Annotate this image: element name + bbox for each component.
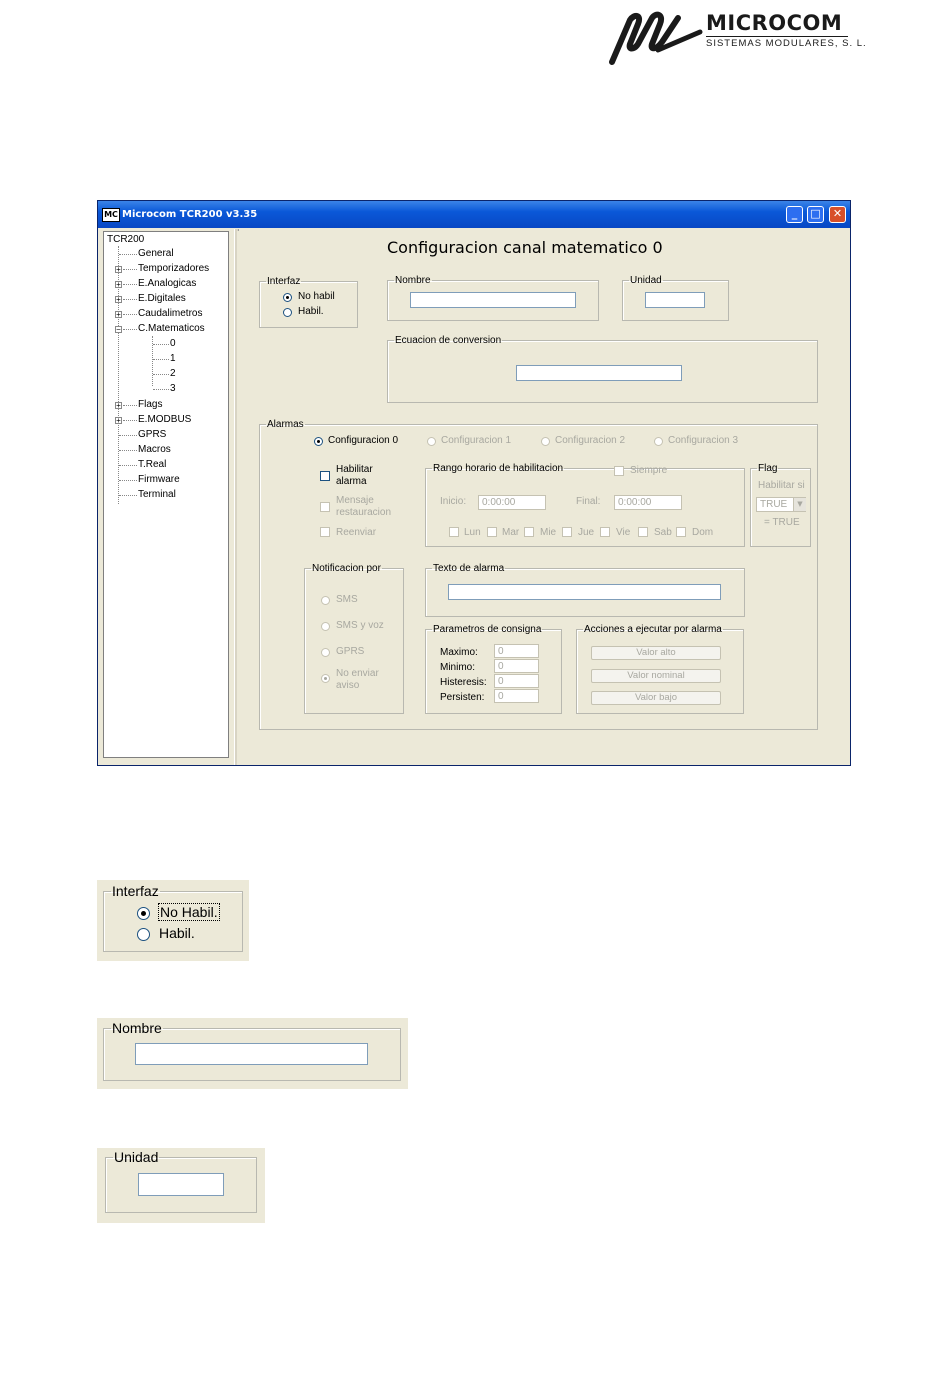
window-title: Microcom TCR200 v3.35	[122, 209, 258, 220]
tree-item-e-digitales[interactable]: E.Digitales	[138, 293, 186, 304]
tree-item-temporizadores[interactable]: Temporizadores	[138, 263, 210, 274]
tree-root[interactable]: TCR200	[107, 234, 145, 245]
habilitar-si-label: Habilitar si	[758, 480, 805, 491]
ecuacion-input[interactable]	[516, 365, 682, 381]
rango-legend: Rango horario de habilitacion	[433, 463, 564, 474]
inset-nombre	[97, 1018, 408, 1089]
day-jue-label: Jue	[578, 527, 595, 538]
tree-item-general[interactable]: General	[138, 248, 174, 259]
flag-select[interactable]: TRUE	[756, 497, 806, 512]
microcom-mu-mark	[608, 10, 704, 66]
radio-configuracion-3[interactable]	[654, 437, 663, 446]
notificacion-legend: Notificacion por	[312, 563, 381, 574]
radio-configuracion-1[interactable]	[427, 437, 436, 446]
radio-configuracion-0[interactable]	[314, 437, 323, 446]
valor-nominal-button[interactable]: Valor nominal	[591, 669, 721, 683]
expand-icon[interactable]: +	[116, 401, 121, 410]
tree-item-c-matematicos[interactable]: C.Matematicos	[138, 323, 205, 334]
nombre-legend: Nombre	[395, 275, 431, 286]
minimo-input[interactable]: 0	[494, 659, 539, 673]
app-window	[97, 200, 851, 766]
day-vie-checkbox[interactable]	[600, 527, 610, 537]
tree-item-e-modbus[interactable]: E.MODBUS	[138, 414, 192, 425]
radio-habil[interactable]	[283, 308, 292, 317]
valor-bajo-button[interactable]: Valor bajo	[591, 691, 721, 705]
inicio-time-input[interactable]: 0:00:00	[478, 495, 546, 510]
configuracion-1-label: Configuracion 1	[441, 435, 512, 446]
texto-alarma-legend: Texto de alarma	[433, 563, 505, 574]
inset-unidad-legend: Unidad	[114, 1149, 159, 1165]
maximize-button[interactable]: □	[807, 206, 824, 223]
radio-gprs[interactable]	[321, 648, 330, 657]
expand-icon[interactable]: +	[116, 416, 121, 425]
flag-equals-label: = TRUE	[764, 517, 800, 528]
panel-title: Configuracion canal matematico 0	[387, 238, 663, 257]
config-panel	[237, 231, 849, 765]
histeresis-input[interactable]: 0	[494, 674, 539, 688]
inset-unidad-input[interactable]	[138, 1173, 224, 1196]
tree-item-gprs[interactable]: GPRS	[138, 429, 167, 440]
siempre-checkbox[interactable]	[614, 466, 624, 476]
close-button[interactable]: ✕	[829, 206, 846, 223]
maximo-input[interactable]: 0	[494, 644, 539, 658]
tree-item-flags[interactable]: Flags	[138, 399, 163, 410]
radio-no-habil-label: No habil	[298, 291, 335, 302]
tree-item-terminal[interactable]: Terminal	[138, 489, 176, 500]
microcom-logo	[608, 10, 867, 66]
day-jue-checkbox[interactable]	[562, 527, 572, 537]
day-mar-label: Mar	[502, 527, 520, 538]
mensaje-restauracion-label-2: restauracion	[336, 507, 392, 518]
siempre-label: Siempre	[630, 465, 668, 476]
tree-child-0[interactable]: 0	[170, 338, 176, 349]
title-bar[interactable]	[98, 201, 850, 228]
tree-item-t-real[interactable]: T.Real	[138, 459, 167, 470]
minimo-label: Minimo:	[440, 662, 476, 673]
chevron-down-icon[interactable]: ▼	[793, 498, 806, 511]
habilitar-alarma-label-1: Habilitar	[336, 464, 373, 475]
final-label: Final:	[576, 496, 601, 507]
radio-sms-y-voz[interactable]	[321, 622, 330, 631]
valor-alto-button[interactable]: Valor alto	[591, 646, 721, 660]
histeresis-label: Histeresis:	[440, 677, 487, 688]
radio-no-enviar-aviso[interactable]	[321, 674, 330, 683]
no-enviar-label-2: aviso	[336, 680, 360, 691]
inset-unidad	[97, 1148, 265, 1223]
day-mie-label: Mie	[540, 527, 557, 538]
unidad-input[interactable]	[645, 292, 705, 308]
alarmas-legend: Alarmas	[267, 419, 304, 430]
radio-no-habil[interactable]	[283, 293, 292, 302]
consigna-legend: Parametros de consigna	[433, 624, 542, 635]
radio-habil-label: Habil.	[298, 306, 324, 317]
expand-icon[interactable]: +	[116, 310, 121, 319]
mensaje-restauracion-label-1: Mensaje	[336, 495, 374, 506]
interfaz-legend: Interfaz	[267, 276, 301, 287]
tree-item-caudalimetros[interactable]: Caudalimetros	[138, 308, 203, 319]
expand-icon[interactable]: +	[116, 280, 121, 289]
day-mar-checkbox[interactable]	[487, 527, 497, 537]
radio-configuracion-2[interactable]	[541, 437, 550, 446]
maximo-label: Maximo:	[440, 647, 478, 658]
radio-sms[interactable]	[321, 596, 330, 605]
reenviar-label: Reenviar	[336, 527, 377, 538]
brand-name: MICROCOM	[706, 11, 843, 35]
tree-child-1[interactable]: 1	[170, 353, 176, 364]
habilitar-alarma-checkbox[interactable]	[320, 471, 330, 481]
day-lun-checkbox[interactable]	[449, 527, 459, 537]
mensaje-restauracion-checkbox[interactable]	[320, 502, 330, 512]
ecuacion-legend: Ecuacion de conversion	[395, 335, 502, 346]
gprs-label: GPRS	[336, 646, 365, 657]
inset-radio-habil[interactable]	[137, 928, 150, 941]
flag-legend: Flag	[758, 463, 778, 474]
habilitar-alarma-label-2: alarma	[336, 476, 367, 487]
brand-subtitle: SISTEMAS MODULARES, S. L.	[706, 38, 867, 49]
day-mie-checkbox[interactable]	[524, 527, 534, 537]
acciones-legend: Acciones a ejecutar por alarma	[584, 624, 722, 635]
inset-interfaz-legend: Interfaz	[112, 883, 159, 899]
texto-alarma-input[interactable]	[448, 584, 721, 600]
tree-child-3[interactable]: 3	[170, 383, 176, 394]
sms-y-voz-label: SMS y voz	[336, 620, 384, 631]
inset-habil-label: Habil.	[159, 925, 195, 941]
reenviar-checkbox[interactable]	[320, 527, 330, 537]
tree-item-macros[interactable]: Macros	[138, 444, 171, 455]
day-lun-label: Lun	[464, 527, 481, 538]
tree-item-firmware[interactable]: Firmware	[138, 474, 180, 485]
minimize-button[interactable]: _	[786, 206, 803, 223]
day-vie-label: Vie	[616, 527, 631, 538]
tree-item-e-analogicas[interactable]: E.Analogicas	[138, 278, 197, 289]
day-dom-label: Dom	[692, 527, 714, 538]
persisten-input[interactable]: 0	[494, 689, 539, 703]
configuracion-0-label: Configuracion 0	[328, 435, 399, 446]
configuracion-3-label: Configuracion 3	[668, 435, 739, 446]
inset-no-habil-label: No Habil.	[160, 904, 218, 920]
interfaz-group	[259, 276, 358, 328]
unidad-legend: Unidad	[630, 275, 662, 286]
day-sab-label: Sab	[654, 527, 672, 538]
inset-radio-no-habil[interactable]	[137, 907, 150, 920]
tree-child-2[interactable]: 2	[170, 368, 176, 379]
day-sab-checkbox[interactable]	[638, 527, 648, 537]
app-icon: MC	[102, 208, 120, 222]
day-dom-checkbox[interactable]	[676, 527, 686, 537]
persisten-label: Persisten:	[440, 692, 485, 703]
expand-icon[interactable]: +	[116, 265, 121, 274]
navigation-tree[interactable]	[103, 231, 229, 758]
expand-icon[interactable]: +	[116, 295, 121, 304]
sms-label: SMS	[336, 594, 358, 605]
no-enviar-label-1: No enviar	[336, 668, 379, 679]
notificacion-group	[304, 563, 404, 714]
nombre-input[interactable]	[410, 292, 576, 308]
inset-nombre-input[interactable]	[135, 1043, 368, 1065]
collapse-icon[interactable]: −	[116, 325, 121, 334]
inset-nombre-legend: Nombre	[112, 1020, 162, 1036]
final-time-input[interactable]: 0:00:00	[614, 495, 682, 510]
inicio-label: Inicio:	[440, 496, 467, 507]
inset-interfaz	[97, 880, 249, 961]
configuracion-2-label: Configuracion 2	[555, 435, 626, 446]
